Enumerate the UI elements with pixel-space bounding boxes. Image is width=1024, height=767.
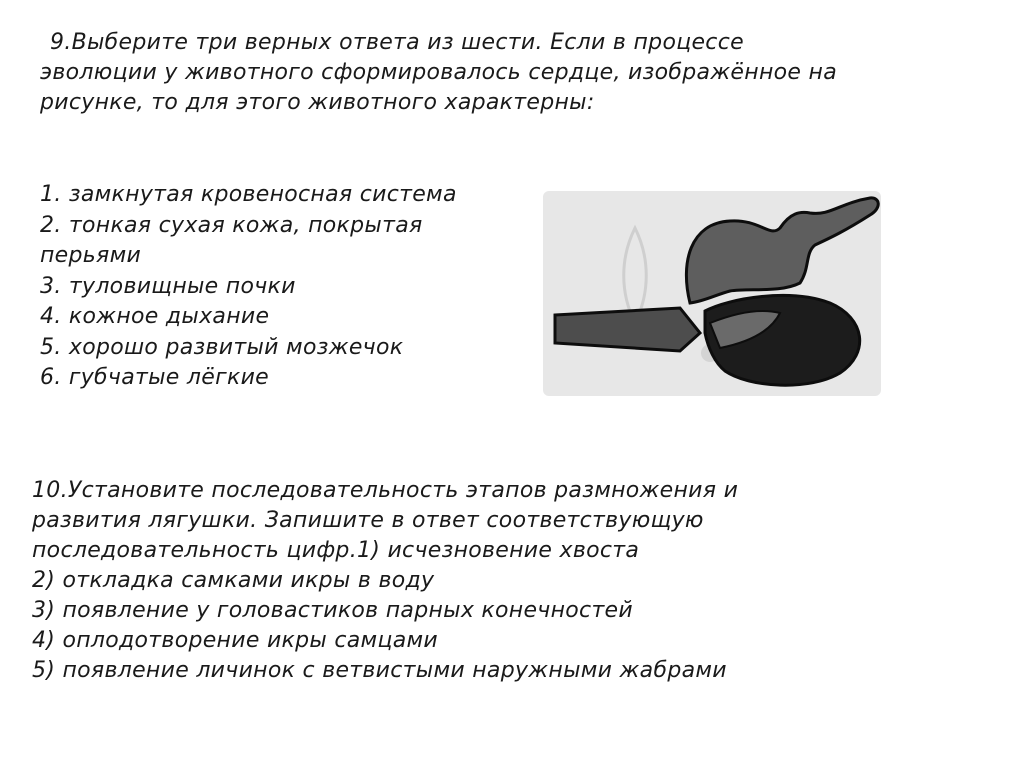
question-10-line: 3) появление у головастиков парных конечностей: [32, 598, 633, 623]
question-9-intro-line: рисунке, то для этого животного характерны:: [40, 90, 595, 115]
question-10-line: последовательность цифр.1) исчезновение хвоста: [32, 538, 640, 563]
option-item: 2. тонкая сухая кожа, покрытая: [40, 212, 423, 238]
option-item: перьями: [40, 243, 142, 268]
option-item: 5. хорошо развитый мозжечок: [40, 334, 404, 360]
question-10: [32, 476, 738, 686]
question-10-line: 4) оплодотворение икры самцами: [32, 628, 438, 653]
question-9-intro: [40, 28, 837, 118]
question-10-line: 10.Установите последовательность этапов размножения и: [32, 478, 739, 503]
vessel-shape: [555, 308, 700, 351]
question-9-intro-line: 9.Выберите три верных ответа из шести. Если в процессе: [50, 30, 744, 55]
option-item: 6. губчатые лёгкие: [40, 365, 269, 390]
heart-figure: [540, 183, 885, 403]
question-10-line: 2) откладка самками икры в воду: [32, 568, 435, 593]
question-10-line: 5) появление личинок с ветвистыми наружными жабрами: [32, 658, 727, 683]
heart-diagram-icon: [540, 183, 885, 403]
option-item: 4. кожное дыхание: [40, 304, 270, 329]
option-item: 3. туловищные почки: [40, 273, 296, 299]
question-10-line: развития лягушки. Запишите в ответ соответствующую: [32, 508, 704, 533]
question-9-options: [40, 180, 457, 394]
question-9-intro-line: эволюции у животного сформировалось сердце, изображённое на: [40, 60, 837, 85]
option-item: 1. замкнутая кровеносная система: [40, 182, 457, 207]
